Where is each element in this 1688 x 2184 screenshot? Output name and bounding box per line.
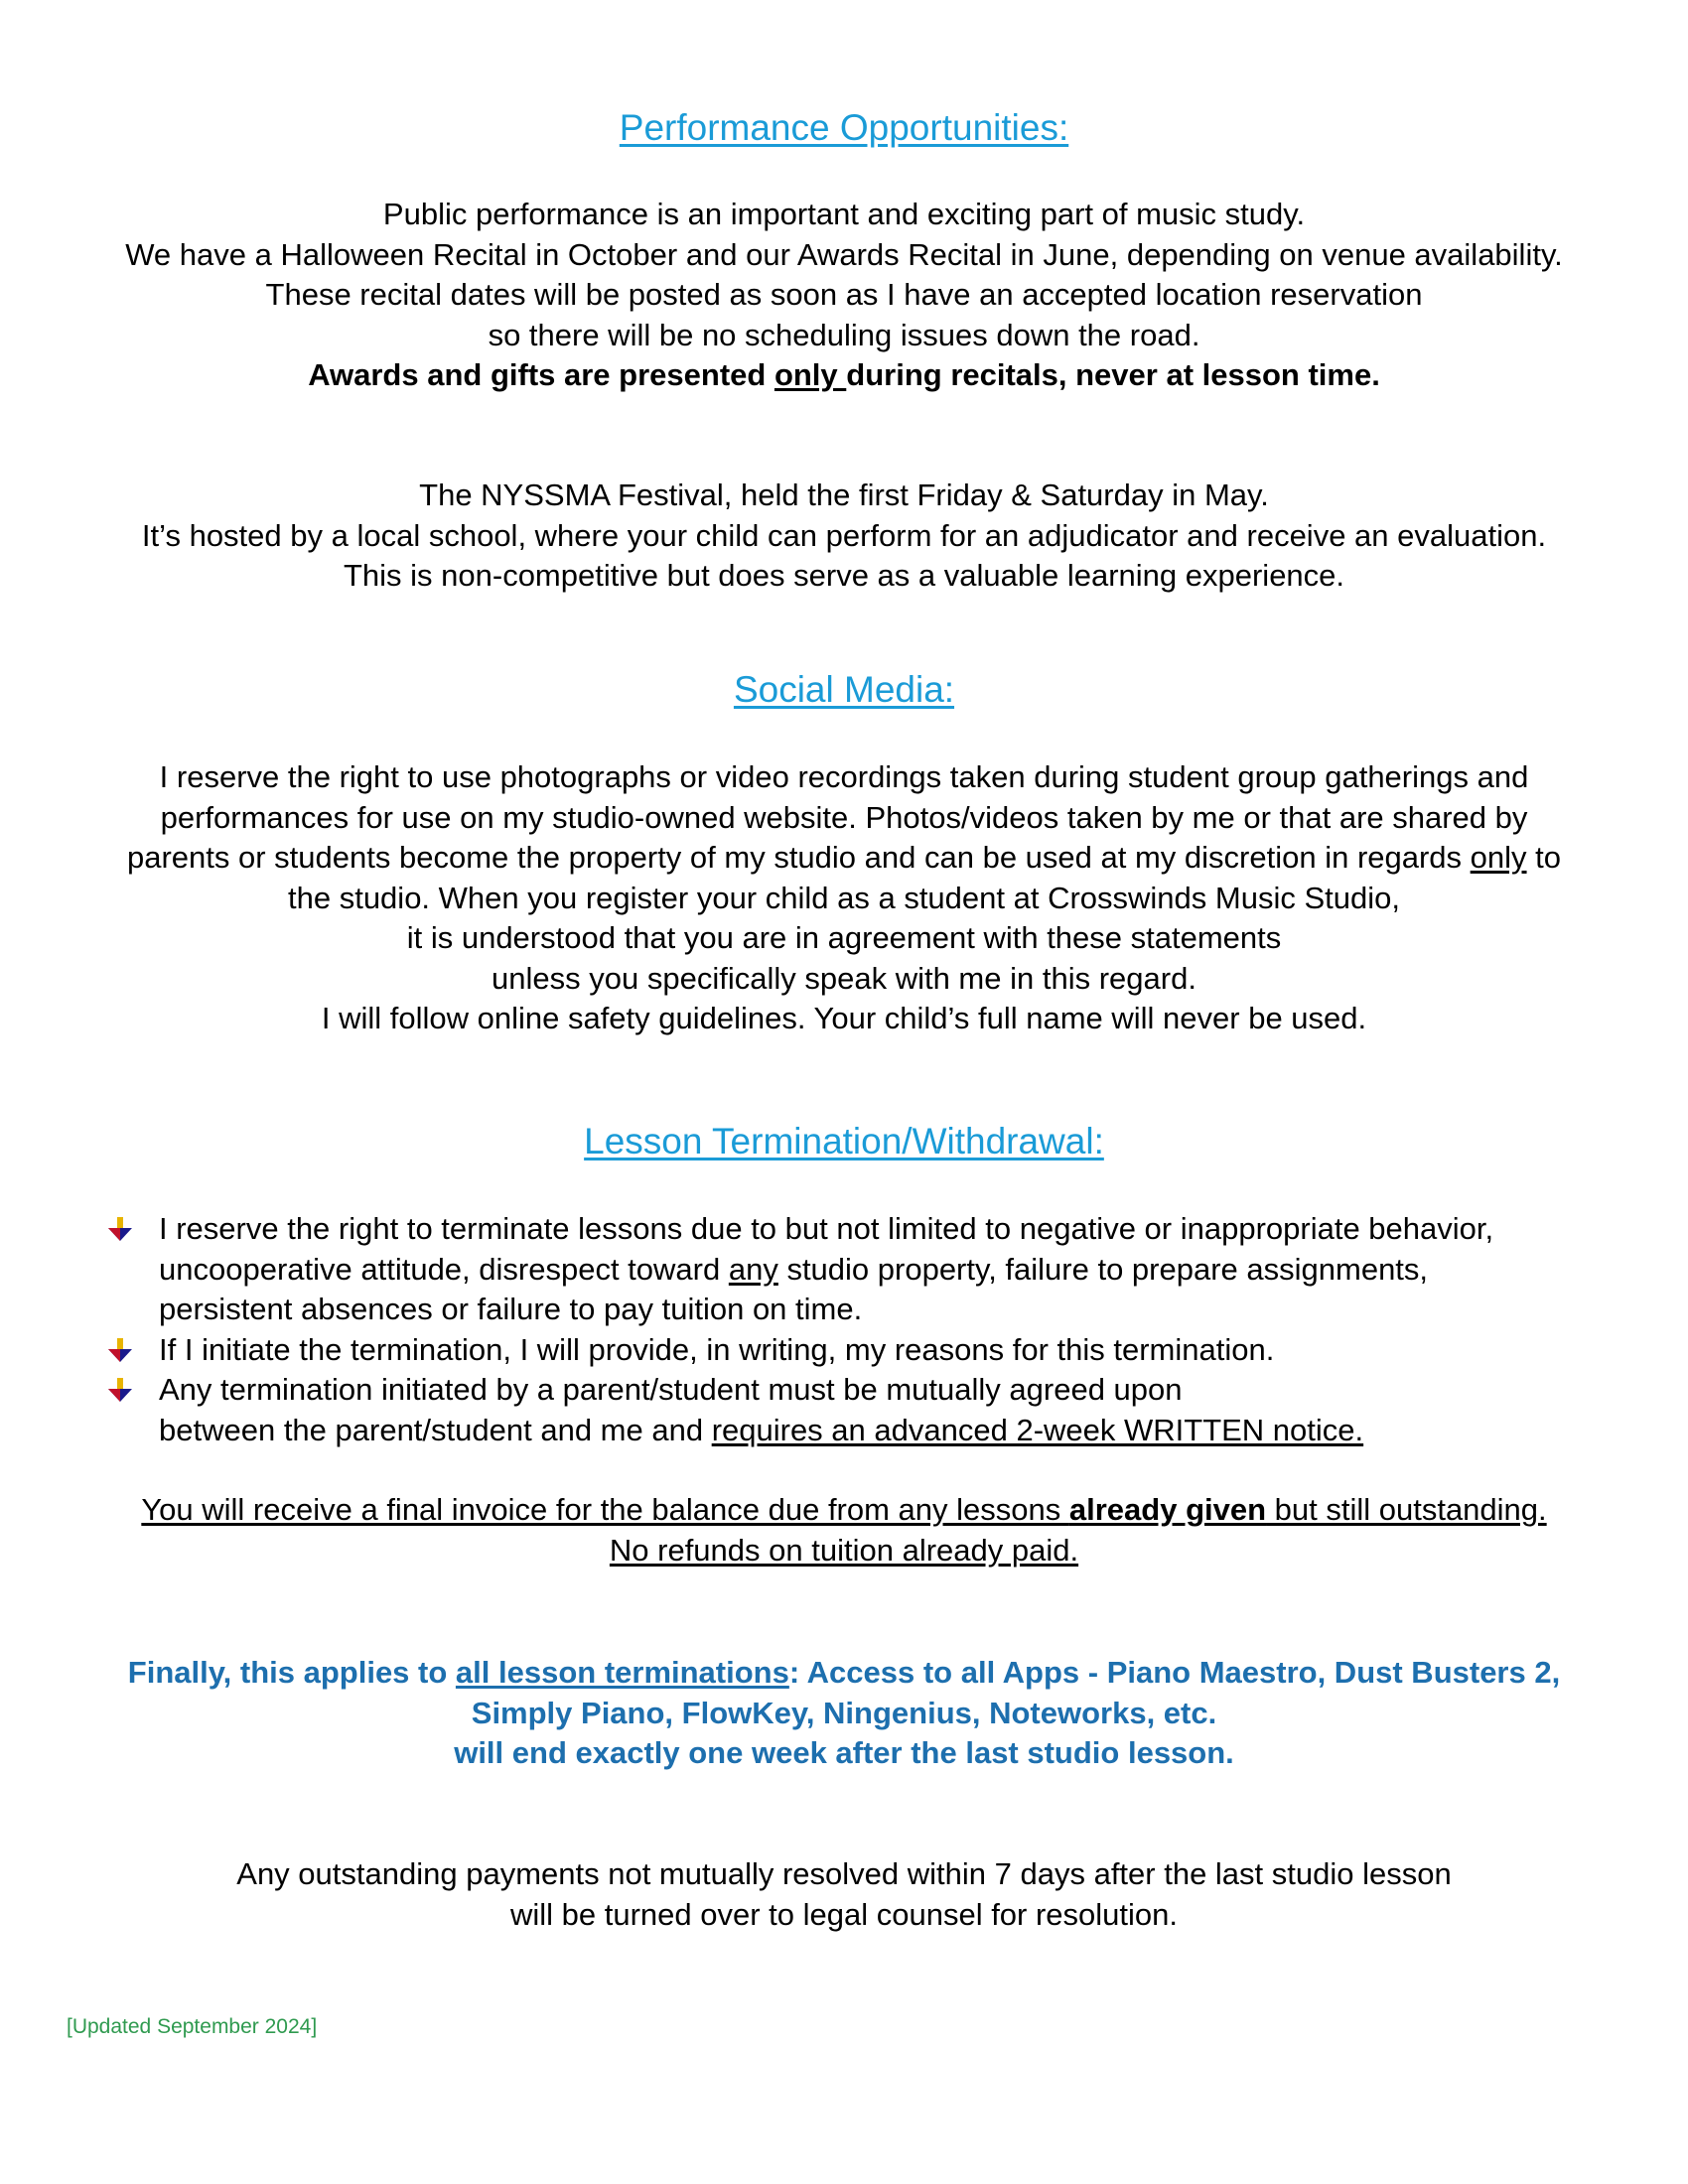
text-line: Any termination initiated by a parent/student must be mutually agreed upon xyxy=(159,1372,1183,1407)
no-refunds-underline: No refunds on tuition already paid. xyxy=(609,1532,1079,1568)
text-line: The NYSSMA Festival, held the first Friday & Saturday in May. xyxy=(419,478,1269,512)
text-line: This is non-competitive but does serve as a valuable learning experience. xyxy=(343,558,1345,593)
text-line: unless you specifically speak with me in this regard. xyxy=(492,960,1196,996)
performance-paragraph-2 xyxy=(60,476,1628,597)
text-line: I will follow online safety guidelines. Your child’s full name will never be used. xyxy=(321,1001,1367,1035)
text-segment: Finally, this applies to xyxy=(127,1655,456,1690)
text-line xyxy=(60,1531,1628,1571)
text-segment: parents or students become the property of my studio and can be used at my discretion in regards xyxy=(126,840,1471,875)
text-line: I reserve the right to terminate lessons due to but not limited to negative or inappropriate behavior, xyxy=(159,1211,1494,1246)
written-notice-underline: requires an advanced 2-week WRITTEN notice. xyxy=(711,1412,1364,1447)
text-line: performances for use on my studio-owned website. Photos/videos taken by me or that are shared by xyxy=(160,799,1528,835)
list-item xyxy=(60,1330,1628,1371)
only-underline: only xyxy=(1470,840,1527,875)
final-invoice-paragraph xyxy=(60,1490,1628,1570)
text-line: so there will be no scheduling issues down the road. xyxy=(488,317,1200,352)
text-line xyxy=(60,1653,1628,1694)
outstanding-payments-paragraph xyxy=(60,1854,1628,1935)
text-line: These recital dates will be posted as soon as I have an accepted location reservation xyxy=(265,277,1423,312)
termination-section xyxy=(60,1123,1628,1160)
already-given-bold: already given xyxy=(1068,1492,1267,1527)
text-line xyxy=(60,1490,1628,1531)
text-line xyxy=(159,1250,1628,1291)
termination-heading: Lesson Termination/Withdrawal: xyxy=(584,1121,1104,1161)
text-line: persistent absences or failure to pay tuition on time. xyxy=(159,1292,863,1326)
awards-text-before: Awards and gifts are presented xyxy=(308,357,774,392)
arrow-down-bullet-icon xyxy=(106,1217,134,1243)
arrow-down-bullet-icon xyxy=(106,1378,134,1404)
text-segment: to xyxy=(1526,840,1562,875)
apps-access-paragraph xyxy=(60,1653,1628,1774)
termination-bullets xyxy=(60,1209,1628,1450)
text-line: Public performance is an important and exciting part of music study. xyxy=(382,197,1306,231)
text-line: Any outstanding payments not mutually resolved within 7 days after the last studio lesson xyxy=(236,1856,1452,1891)
text-line: We have a Halloween Recital in October and our Awards Recital in June, depending on venue availability. xyxy=(125,236,1563,272)
list-item xyxy=(60,1209,1628,1330)
text-segment: : Access to all Apps - Piano Maestro, Dust Busters 2, xyxy=(788,1655,1561,1690)
awards-line xyxy=(60,355,1628,396)
text-segment: You will receive a final invoice for the balance due from any lessons xyxy=(141,1492,1069,1527)
invoice-underline xyxy=(141,1492,1546,1527)
bullet-list xyxy=(60,1209,1628,1450)
any-underline: any xyxy=(728,1251,778,1287)
social-heading: Social Media: xyxy=(733,669,955,710)
text-line: will end exactly one week after the last studio lesson. xyxy=(454,1735,1234,1770)
text-line xyxy=(60,838,1628,879)
text-line xyxy=(159,1411,1628,1451)
text-segment: studio property, failure to prepare assignments, xyxy=(777,1251,1429,1287)
social-section xyxy=(60,671,1628,708)
text-line: If I initiate the termination, I will provide, in writing, my reasons for this termination. xyxy=(159,1331,1275,1367)
text-line: I reserve the right to use photographs or video recordings taken during student group gatherings and xyxy=(159,759,1529,794)
text-line: Simply Piano, FlowKey, Ningenius, Noteworks, etc. xyxy=(471,1695,1217,1730)
text-segment: but still outstanding. xyxy=(1266,1492,1547,1527)
arrow-down-bullet-icon xyxy=(106,1338,134,1364)
awards-text-after: during recitals, never at lesson time. xyxy=(846,357,1380,392)
list-item xyxy=(60,1370,1628,1450)
performance-paragraph-1 xyxy=(60,195,1628,396)
text-line: it is understood that you are in agreement with these statements xyxy=(406,920,1282,955)
text-segment: uncooperative attitude, disrespect toward xyxy=(159,1251,729,1287)
performance-section xyxy=(60,109,1628,146)
text-line: the studio. When you register your child as a student at Crosswinds Music Studio, xyxy=(288,880,1400,915)
text-line: will be turned over to legal counsel for resolution. xyxy=(509,1896,1179,1932)
awards-only-underline: only xyxy=(774,357,847,392)
updated-date-footer: [Updated September 2024] xyxy=(67,2015,318,2038)
text-segment: between the parent/student and me and xyxy=(159,1412,712,1447)
all-lesson-terminations-underline: all lesson terminations xyxy=(455,1655,789,1690)
text-line: It’s hosted by a local school, where your child can perform for an adjudicator and receive an evaluation. xyxy=(141,517,1547,553)
social-paragraph xyxy=(60,757,1628,1039)
performance-heading: Performance Opportunities: xyxy=(619,107,1069,148)
